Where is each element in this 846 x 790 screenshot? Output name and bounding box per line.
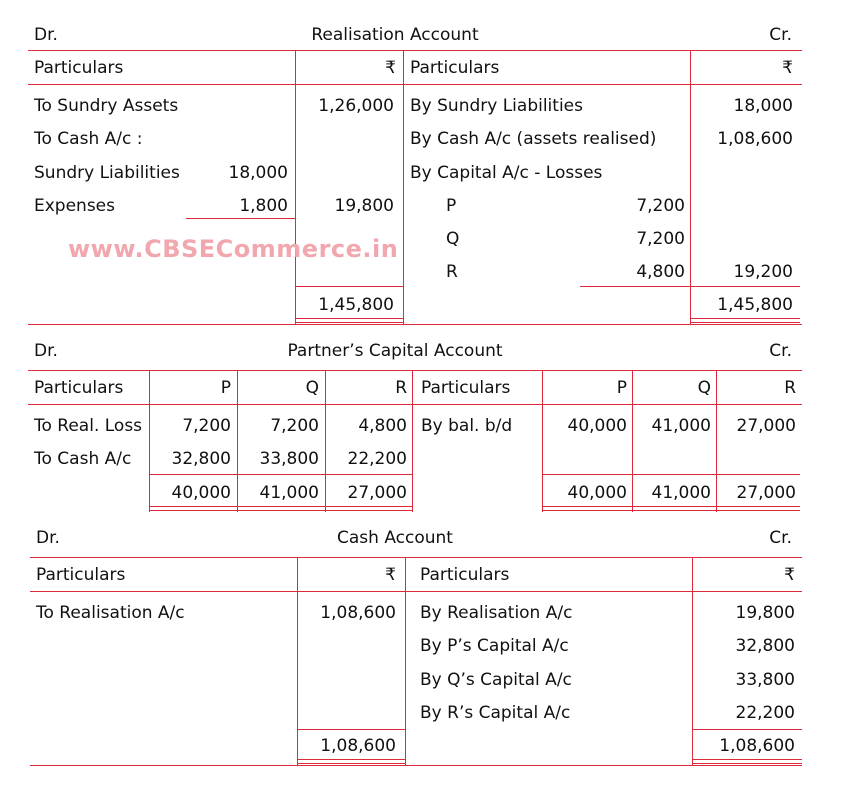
partner-amount: 27,000 xyxy=(736,416,796,436)
header-particulars: Particulars xyxy=(36,565,126,585)
subtotal-rule xyxy=(580,286,691,287)
double-rule xyxy=(295,318,403,323)
ledger-entry-label: To Cash A/c : xyxy=(34,129,143,149)
ledger-total: 1,08,600 xyxy=(719,736,795,756)
header-partner-r: R xyxy=(395,378,407,398)
ledger-entry-amount: 33,800 xyxy=(735,670,795,690)
subtotal-rule xyxy=(186,218,296,219)
ledger-inner-amount: 18,000 xyxy=(228,163,288,183)
rule xyxy=(30,591,802,592)
double-rule xyxy=(297,759,405,764)
ledger-entry-label: By Capital A/c - Losses xyxy=(410,163,603,183)
ledger-entry-amount: 1,08,600 xyxy=(320,603,396,623)
partner-label: Q xyxy=(446,229,460,249)
ledger-inner-amount: 1,800 xyxy=(239,196,288,216)
partner-label: P xyxy=(446,196,457,216)
double-rule xyxy=(690,318,800,323)
realisation-title: Realisation Account xyxy=(311,25,479,45)
rule xyxy=(30,557,802,558)
ledger-entry-amount: 32,800 xyxy=(735,636,795,656)
ledger-entry-label: By R’s Capital A/c xyxy=(420,703,571,723)
header-partner-q: Q xyxy=(305,378,319,398)
header-partner-p: P xyxy=(616,378,627,398)
ledger-entry-label: To Realisation A/c xyxy=(36,603,185,623)
ledger-entry-label: By bal. b/d xyxy=(421,416,513,436)
ledger-total: 1,45,800 xyxy=(717,295,793,315)
header-particulars: Particulars xyxy=(34,378,124,398)
ledger-entry-amount: 1,26,000 xyxy=(318,96,394,116)
partner-total: 41,000 xyxy=(651,483,711,503)
total-rule xyxy=(692,729,802,730)
total-rule xyxy=(690,286,800,287)
ledger-entry-label: By Sundry Liabilities xyxy=(410,96,583,116)
column-divider xyxy=(405,557,406,765)
ledger-entry-amount: 1,08,600 xyxy=(717,129,793,149)
column-divider xyxy=(716,370,717,512)
cash-title: Cash Account xyxy=(337,528,453,548)
partner-total: 41,000 xyxy=(259,483,319,503)
rule xyxy=(28,50,802,51)
realisation-dr-label: Dr. xyxy=(34,25,58,45)
header-partner-p: P xyxy=(220,378,231,398)
ledger-entry-label: Expenses xyxy=(34,196,115,216)
header-rupee: ₹ xyxy=(385,58,396,78)
ledger-total: 1,45,800 xyxy=(318,295,394,315)
cash-dr-label: Dr. xyxy=(36,528,60,548)
rule xyxy=(28,404,802,405)
column-divider xyxy=(237,370,238,512)
ledger-inner-amount: 7,200 xyxy=(636,196,685,216)
double-rule xyxy=(692,759,802,764)
header-rupee: ₹ xyxy=(385,565,396,585)
total-rule xyxy=(295,286,403,287)
ledger-entry-label: Sundry Liabilities xyxy=(34,163,180,183)
capital-cr-label: Cr. xyxy=(769,341,792,361)
rule xyxy=(28,324,802,325)
ledger-entry-label: To Real. Loss xyxy=(34,416,143,436)
ledger-entry-label: To Cash A/c xyxy=(34,449,132,469)
column-divider xyxy=(295,50,296,324)
partner-amount: 32,800 xyxy=(171,449,231,469)
column-divider xyxy=(690,50,691,324)
ledger-total: 1,08,600 xyxy=(320,736,396,756)
total-rule xyxy=(297,729,405,730)
ledger-entry-label: To Sundry Assets xyxy=(34,96,179,116)
column-divider xyxy=(325,370,326,512)
column-divider xyxy=(692,557,693,765)
partner-amount: 33,800 xyxy=(259,449,319,469)
ledger-entry-amount: 19,800 xyxy=(735,603,795,623)
rule xyxy=(30,765,802,766)
total-rule xyxy=(149,474,412,475)
partner-total: 27,000 xyxy=(347,483,407,503)
capital-title: Partner’s Capital Account xyxy=(287,341,503,361)
column-divider xyxy=(297,557,298,765)
total-rule xyxy=(542,474,800,475)
partner-total: 40,000 xyxy=(171,483,231,503)
header-partner-r: R xyxy=(784,378,796,398)
header-particulars: Particulars xyxy=(410,58,500,78)
ledger-entry-label: By Realisation A/c xyxy=(420,603,573,623)
rule xyxy=(28,84,802,85)
column-divider xyxy=(632,370,633,512)
watermark: www.CBSECommerce.in xyxy=(68,235,399,263)
ledger-entry-amount: 19,200 xyxy=(733,262,793,282)
column-divider xyxy=(542,370,543,512)
header-particulars: Particulars xyxy=(420,565,510,585)
cash-cr-label: Cr. xyxy=(769,528,792,548)
double-rule xyxy=(542,506,800,511)
ledger-entry-amount: 22,200 xyxy=(735,703,795,723)
header-particulars: Particulars xyxy=(421,378,511,398)
capital-dr-label: Dr. xyxy=(34,341,58,361)
ledger-entry-label: By Q’s Capital A/c xyxy=(420,670,572,690)
column-divider xyxy=(412,370,413,512)
ledger-inner-amount: 7,200 xyxy=(636,229,685,249)
partner-amount: 7,200 xyxy=(270,416,319,436)
column-divider xyxy=(149,370,150,512)
column-divider xyxy=(403,50,404,324)
double-rule xyxy=(149,506,412,511)
partner-amount: 40,000 xyxy=(567,416,627,436)
header-rupee: ₹ xyxy=(782,58,793,78)
header-partner-q: Q xyxy=(697,378,711,398)
ledger-inner-amount: 4,800 xyxy=(636,262,685,282)
partner-amount: 41,000 xyxy=(651,416,711,436)
realisation-cr-label: Cr. xyxy=(769,25,792,45)
rule xyxy=(28,370,802,371)
ledger-entry-label: By Cash A/c (assets realised) xyxy=(410,129,657,149)
ledger-entry-amount: 19,800 xyxy=(334,196,394,216)
partner-amount: 4,800 xyxy=(358,416,407,436)
partner-label: R xyxy=(446,262,458,282)
partner-total: 40,000 xyxy=(567,483,627,503)
ledger-entry-label: By P’s Capital A/c xyxy=(420,636,569,656)
partner-total: 27,000 xyxy=(736,483,796,503)
header-particulars: Particulars xyxy=(34,58,124,78)
ledger-entry-amount: 18,000 xyxy=(733,96,793,116)
partner-amount: 7,200 xyxy=(182,416,231,436)
header-rupee: ₹ xyxy=(784,565,795,585)
partner-amount: 22,200 xyxy=(347,449,407,469)
